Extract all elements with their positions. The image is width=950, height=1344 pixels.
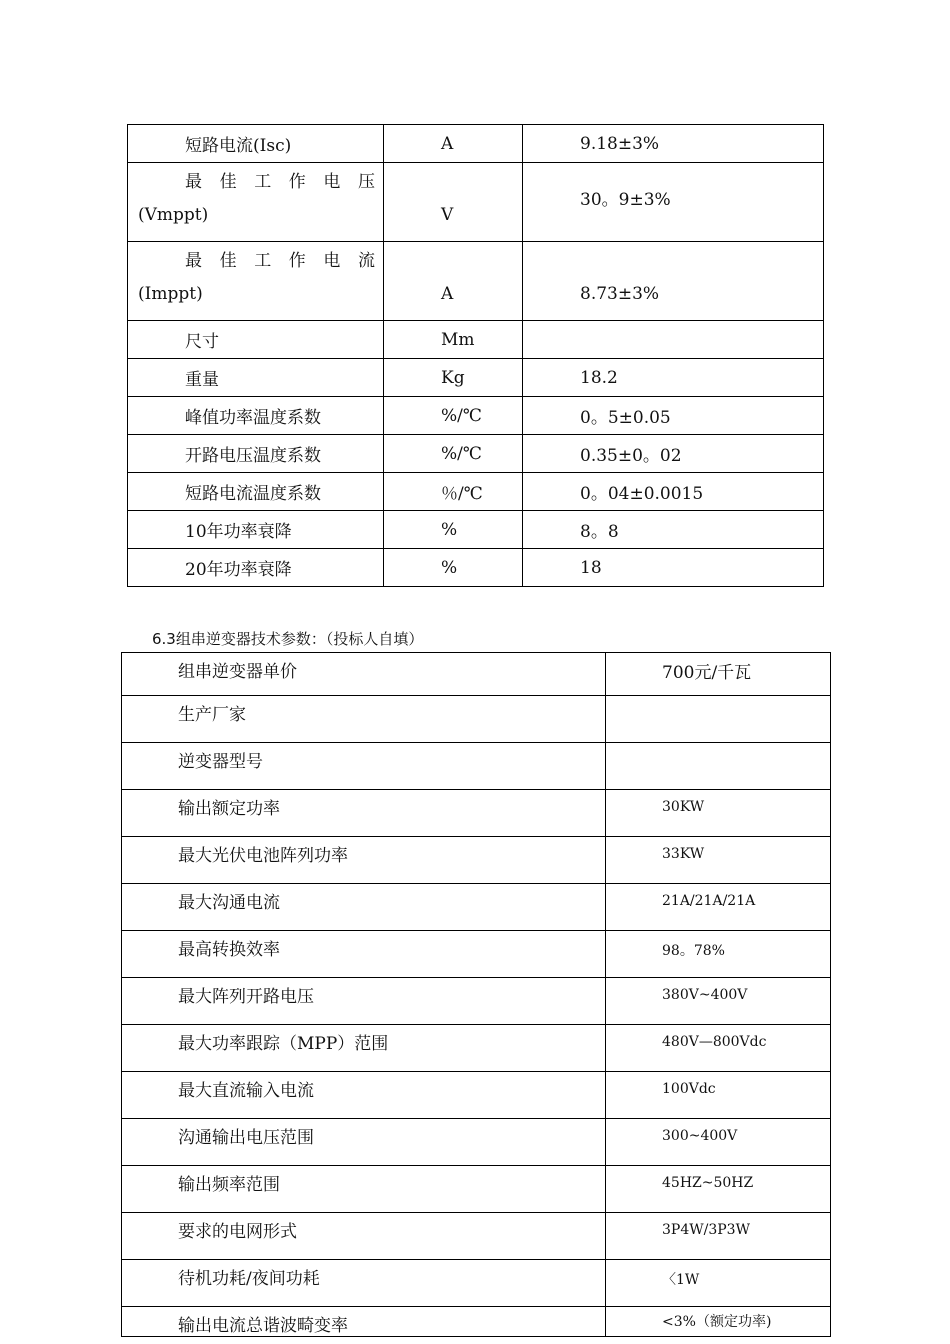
table-row <box>122 1072 831 1119</box>
param-name: 最大直流输入电流 <box>122 1072 606 1119</box>
unit-text: A <box>441 284 454 304</box>
param-value: 3P4W/3P3W <box>606 1213 831 1260</box>
table-row <box>128 242 824 321</box>
param-name: 短路电流温度系数 <box>128 473 384 511</box>
inverter-parameters-table <box>121 652 831 1337</box>
param-name: 生产厂家 <box>122 696 606 743</box>
param-unit: Mm <box>384 321 523 359</box>
name-char: 作 <box>288 251 306 271</box>
name-char: 工 <box>254 251 272 271</box>
param-value: 300~400V <box>606 1119 831 1166</box>
param-unit: % <box>384 511 523 549</box>
name-char: 压 <box>357 172 375 192</box>
name-char: 作 <box>288 172 306 192</box>
param-name: 逆变器型号 <box>122 743 606 790</box>
section-caption: 6.3组串逆变器技术参数：（投标人自填） <box>152 630 424 648</box>
table-row <box>128 125 824 163</box>
table-row <box>128 397 824 435</box>
param-value: 33KW <box>606 837 831 884</box>
param-unit: % <box>384 549 523 587</box>
table-row <box>128 473 824 511</box>
param-value <box>523 242 824 321</box>
table-row <box>122 1260 831 1307</box>
param-value: 21A/21A/21A <box>606 884 831 931</box>
table-row <box>122 1166 831 1213</box>
name-char: 电 <box>323 172 341 192</box>
param-value: <3%（额定功率) <box>606 1307 831 1337</box>
param-name: 最大光伏电池阵列功率 <box>122 837 606 884</box>
table-row <box>128 163 824 242</box>
param-name: 20年功率衰降 <box>128 549 384 587</box>
table-row <box>122 653 831 696</box>
param-name: 尺寸 <box>128 321 384 359</box>
param-value: 0.35±0。02 <box>523 435 824 473</box>
param-unit: A <box>384 125 523 163</box>
table-row <box>122 884 831 931</box>
param-name: 沟通输出电压范围 <box>122 1119 606 1166</box>
table-row <box>122 978 831 1025</box>
param-value: 0。5±0.05 <box>523 397 824 435</box>
table-row <box>122 1025 831 1072</box>
param-name: 最大功率跟踪（MPP）范围 <box>122 1025 606 1072</box>
param-value: 98。78% <box>606 931 831 978</box>
param-name: 最大沟通电流 <box>122 884 606 931</box>
table-row <box>122 1307 831 1337</box>
param-unit: %/℃ <box>384 435 523 473</box>
param-value: 0。04±0.0015 <box>523 473 824 511</box>
param-name: 组串逆变器单价 <box>122 653 606 696</box>
param-unit: Kg <box>384 359 523 397</box>
table-row <box>122 790 831 837</box>
param-name: 输出频率范围 <box>122 1166 606 1213</box>
param-value: 480V—800Vdc <box>606 1025 831 1072</box>
unit-text: V <box>441 205 454 225</box>
table-row <box>122 1213 831 1260</box>
param-unit <box>384 242 523 321</box>
param-value: 8。8 <box>523 511 824 549</box>
module-parameters-table <box>127 124 824 587</box>
param-value <box>606 743 831 790</box>
table-row <box>122 743 831 790</box>
table-row <box>122 1119 831 1166</box>
name-char: 佳 <box>219 251 237 271</box>
table-row <box>128 549 824 587</box>
param-name: 最高转换效率 <box>122 931 606 978</box>
param-unit: ％/℃ <box>384 473 523 511</box>
param-value: 18.2 <box>523 359 824 397</box>
param-name <box>128 242 384 321</box>
param-name: 10年功率衰降 <box>128 511 384 549</box>
param-name: 重量 <box>128 359 384 397</box>
param-name: 开路电压温度系数 <box>128 435 384 473</box>
name-char: 佳 <box>219 172 237 192</box>
param-name: 最大阵列开路电压 <box>122 978 606 1025</box>
name-char: 最 <box>185 172 202 192</box>
param-value: 〈1W <box>606 1260 831 1307</box>
param-name: 输出电流总谐波畸变率 <box>122 1307 606 1337</box>
table-row <box>128 321 824 359</box>
name-char: 最 <box>185 251 202 271</box>
table-row <box>128 511 824 549</box>
param-unit <box>384 163 523 242</box>
param-unit: %/℃ <box>384 397 523 435</box>
table-row <box>128 359 824 397</box>
param-value: 18 <box>523 549 824 587</box>
param-name: 待机功耗/夜间功耗 <box>122 1260 606 1307</box>
value-text: 8.73±3% <box>580 284 660 304</box>
param-value <box>523 163 824 242</box>
name-char: 流 <box>357 251 375 271</box>
value-text: 30。9±3% <box>580 190 671 210</box>
name-char: 电 <box>323 251 341 271</box>
param-value: 100Vdc <box>606 1072 831 1119</box>
param-value: 45HZ~50HZ <box>606 1166 831 1213</box>
param-value: 380V~400V <box>606 978 831 1025</box>
table-row <box>122 837 831 884</box>
table-row <box>122 696 831 743</box>
param-value: 9.18±3% <box>523 125 824 163</box>
name-char: 工 <box>254 172 272 192</box>
param-name: 要求的电网形式 <box>122 1213 606 1260</box>
param-value <box>523 321 824 359</box>
param-value: 700元/千瓦 <box>606 653 831 696</box>
param-value: 30KW <box>606 790 831 837</box>
table-row <box>128 435 824 473</box>
name-suffix: (Vmppt) <box>138 205 209 225</box>
param-value <box>606 696 831 743</box>
param-name <box>128 163 384 242</box>
name-suffix: (Imppt) <box>138 284 203 304</box>
table-row <box>122 931 831 978</box>
param-name: 输出额定功率 <box>122 790 606 837</box>
param-name: 峰值功率温度系数 <box>128 397 384 435</box>
param-name: 短路电流(Isc) <box>128 125 384 163</box>
